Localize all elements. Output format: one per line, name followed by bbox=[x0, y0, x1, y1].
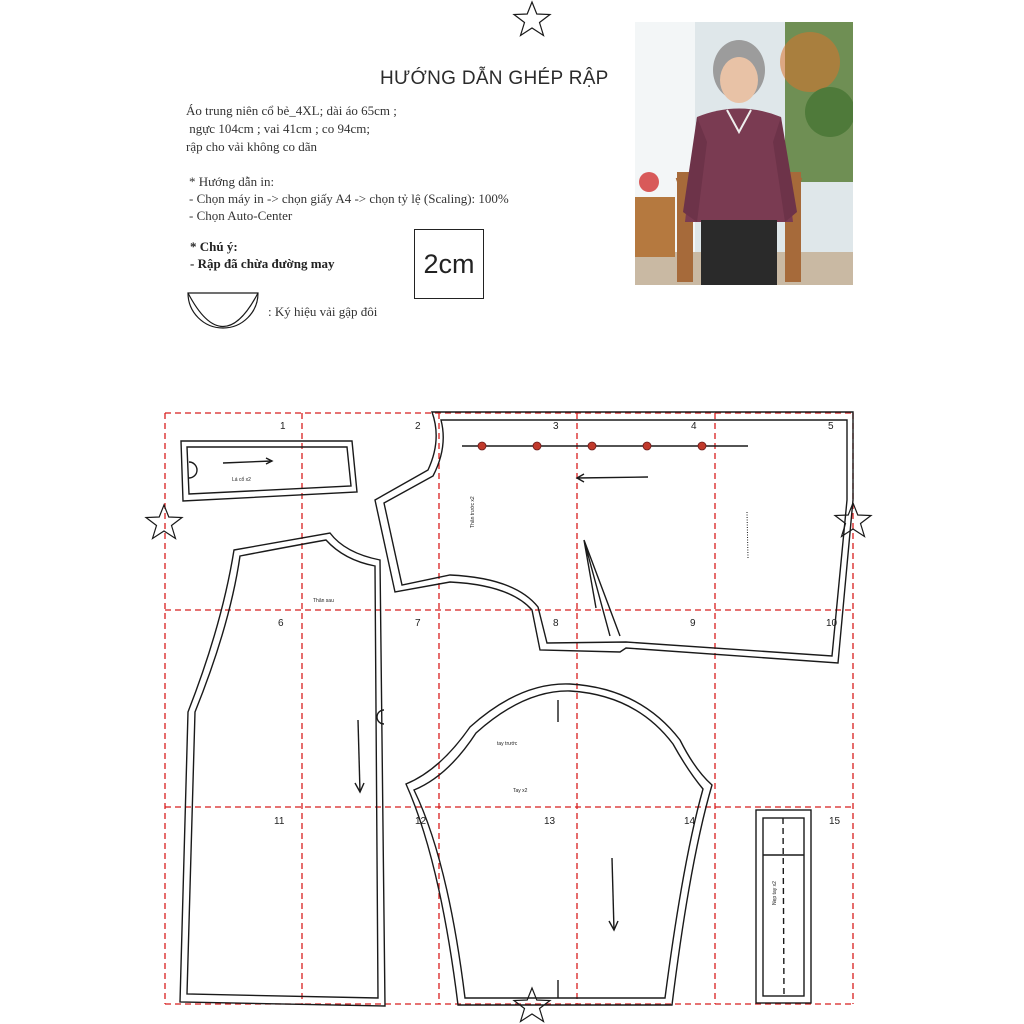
grid-number: 6 bbox=[278, 618, 284, 629]
spec-line: Áo trung niên cổ bẻ_4XL; dài áo 65cm ; bbox=[186, 103, 397, 118]
print-line: - Chọn Auto-Center bbox=[189, 208, 293, 223]
button-marker bbox=[533, 442, 541, 450]
note-line: - Rập đã chừa đường may bbox=[190, 256, 335, 271]
fold-legend-text: : Ký hiệu vải gập đôi bbox=[268, 304, 378, 319]
star-icon bbox=[146, 505, 182, 539]
grid-number: 10 bbox=[826, 618, 838, 629]
grid-number: 3 bbox=[553, 421, 559, 432]
star-icon bbox=[514, 2, 550, 36]
front-piece bbox=[375, 412, 853, 663]
grid-number: 9 bbox=[690, 618, 696, 629]
button-marker bbox=[643, 442, 651, 450]
button-marker bbox=[478, 442, 486, 450]
grid-number: 7 bbox=[415, 618, 421, 629]
spec-line: ngực 104cm ; vai 41cm ; co 94cm; bbox=[186, 121, 370, 136]
scale-check-box: 2cm bbox=[414, 229, 484, 299]
grid-number: 15 bbox=[829, 816, 841, 827]
sleeve-front-label: tay trước bbox=[497, 741, 518, 747]
grid-number: 1 bbox=[280, 421, 286, 432]
grid-number: 8 bbox=[553, 618, 559, 629]
cuff-label: Nẹp tay x2 bbox=[772, 881, 778, 905]
print-line: * Hướng dẫn in: bbox=[189, 174, 275, 189]
grid-number: 2 bbox=[415, 421, 421, 432]
grid-number: 11 bbox=[274, 816, 285, 827]
button-marker bbox=[698, 442, 706, 450]
print-line: - Chọn máy in -> chọn giấy A4 -> chọn tỷ lệ (Scaling): 100% bbox=[189, 191, 509, 206]
spec-line: rập cho vải không co dãn bbox=[186, 139, 318, 154]
sleeve-piece bbox=[406, 684, 712, 1005]
page-title: HƯỚNG DẪN GHÉP RẬP bbox=[380, 68, 609, 89]
grid-number: 12 bbox=[415, 816, 427, 827]
sleeve-label: Tay x2 bbox=[513, 788, 528, 794]
collar-piece bbox=[181, 441, 357, 501]
back-label: Thân sau bbox=[313, 598, 334, 604]
collar-label: Lá cổ x2 bbox=[232, 477, 251, 483]
grid-number: 14 bbox=[684, 816, 696, 827]
cuff-piece bbox=[756, 810, 811, 1003]
front-label: Thân trước x2 bbox=[470, 496, 476, 528]
back-piece bbox=[180, 533, 385, 1006]
grid-number: 5 bbox=[828, 421, 834, 432]
grid-number: 13 bbox=[544, 816, 556, 827]
button-marker bbox=[588, 442, 596, 450]
grid-number: 4 bbox=[691, 421, 697, 432]
note-line: * Chú ý: bbox=[190, 239, 238, 254]
